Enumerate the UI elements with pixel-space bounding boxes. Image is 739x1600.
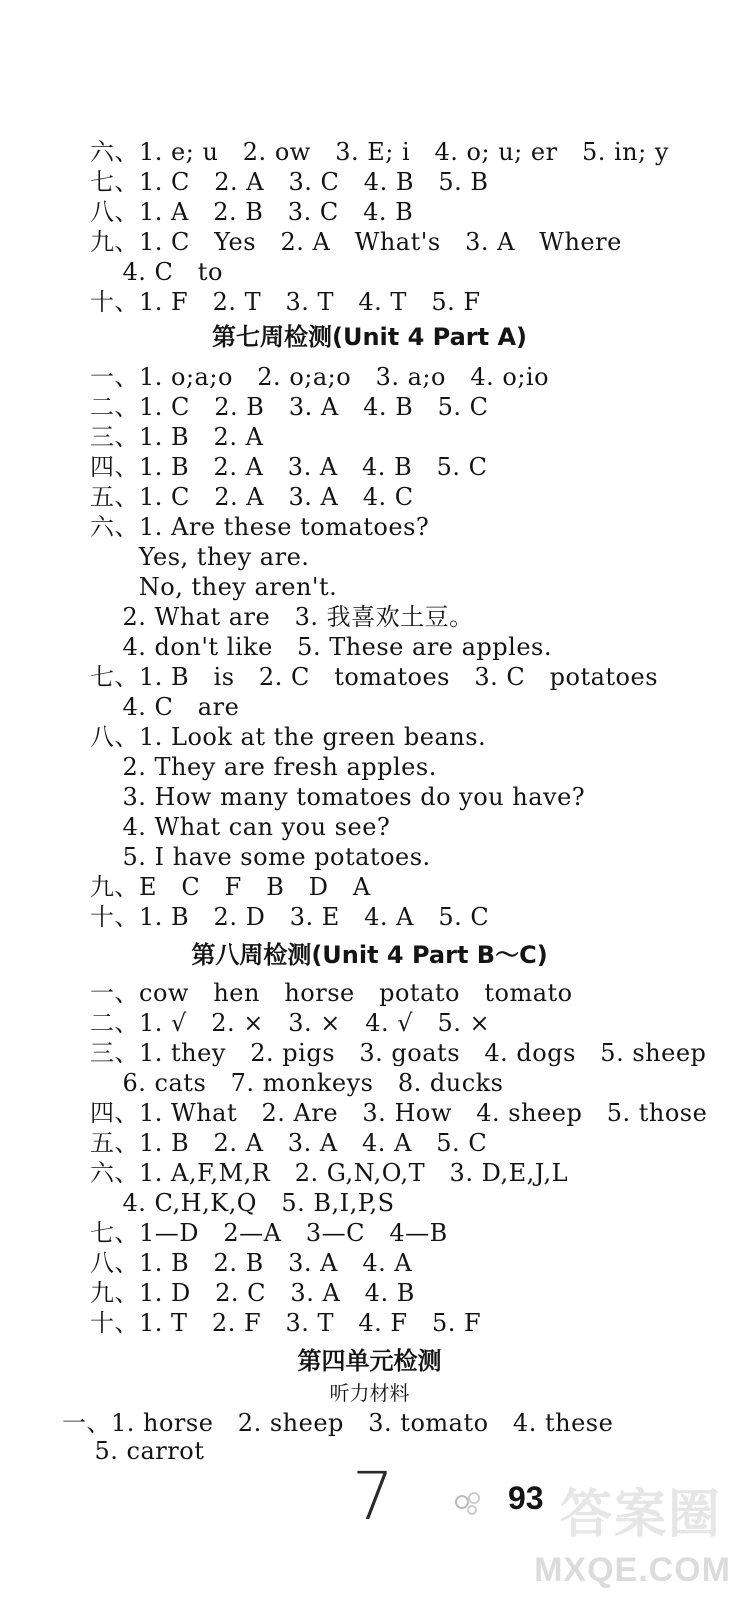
answer-line: 5. I have some potatoes. (90, 843, 431, 871)
page-number: 93 (508, 1480, 544, 1516)
answer-line: 六、1. Are these tomatoes? (90, 513, 430, 541)
answer-line: 3. How many tomatoes do you have? (90, 783, 586, 811)
answer-line: 四、1. What 2. Are 3. How 4. sheep 5. those (90, 1099, 708, 1127)
section-heading-unit4: 第四单元检测 (297, 1347, 442, 1375)
answer-line: 4. What can you see? (90, 813, 391, 841)
answer-line: 4. don't like 5. These are apples. (90, 633, 552, 661)
answer-line: 二、1. √ 2. × 3. × 4. √ 5. × (90, 1009, 491, 1037)
answer-line: 一、1. horse 2. sheep 3. tomato 4. these (62, 1409, 614, 1437)
answer-line: 4. C,H,K,Q 5. B,I,P,S (90, 1189, 395, 1217)
answer-line: 十、1. F 2. T 3. T 4. T 5. F (90, 288, 481, 316)
answer-line: 4. C are (90, 693, 240, 721)
answer-line: 一、cow hen horse potato tomato (90, 979, 573, 1007)
answer-line: 八、1. Look at the green beans. (90, 723, 487, 751)
answer-line: 七、1. C 2. A 3. C 4. B 5. B (90, 168, 489, 196)
answer-line: No, they aren't. (90, 573, 338, 601)
section-heading-week7: 第七周检测(Unit 4 Part A) (212, 323, 527, 351)
answer-line: 六、1. e; u 2. ow 3. E; i 4. o; u; er 5. in; y (90, 138, 669, 166)
answer-line: 八、1. A 2. B 3. C 4. B (90, 198, 414, 226)
answer-line: 五、1. C 2. A 3. A 4. C (90, 483, 414, 511)
answer-line: 一、1. o;a;o 2. o;a;o 3. a;o 4. o;io (90, 363, 550, 391)
watermark-url: MXQE.COM (534, 1551, 731, 1589)
answer-line: Yes, they are. (90, 543, 310, 571)
answer-line: 6. cats 7. monkeys 8. ducks (90, 1069, 504, 1097)
answer-line: 五、1. B 2. A 3. A 4. A 5. C (90, 1129, 488, 1157)
answer-line: 5. carrot (62, 1437, 205, 1465)
answer-line: 七、1—D 2—A 3—C 4—B (90, 1219, 448, 1247)
answer-line: 八、1. B 2. B 3. A 4. A (90, 1249, 413, 1277)
answer-line: 三、1. B 2. A (90, 423, 264, 451)
answer-line: 十、1. B 2. D 3. E 4. A 5. C (90, 903, 490, 931)
answer-line: 4. C to (90, 258, 223, 286)
answer-line: 2. They are fresh apples. (90, 753, 437, 781)
watermark-cn-text: 答案圈 (560, 1485, 723, 1545)
subheading-listening-material: 听力材料 (329, 1381, 410, 1405)
answer-line: 九、1. C Yes 2. A What's 3. A Where (90, 228, 622, 256)
answer-line: 三、1. they 2. pigs 3. goats 4. dogs 5. sheep (90, 1039, 707, 1067)
answer-line: 九、E C F B D A (90, 873, 371, 901)
answer-line: 十、1. T 2. F 3. T 4. F 5. F (90, 1309, 482, 1337)
answer-line: 二、1. C 2. B 3. A 4. B 5. C (90, 393, 489, 421)
section-heading-week8: 第八周检测(Unit 4 Part B～C) (191, 941, 548, 969)
answer-line: 九、1. D 2. C 3. A 4. B (90, 1279, 415, 1307)
handwritten-mark: 7 (352, 1458, 394, 1535)
answer-line: 四、1. B 2. A 3. A 4. B 5. C (90, 453, 488, 481)
answer-line: 六、1. A,F,M,R 2. G,N,O,T 3. D,E,J,L (90, 1159, 569, 1187)
answer-line: 2. What are 3. 我喜欢土豆。 (90, 603, 474, 631)
answer-line: 七、1. B is 2. C tomatoes 3. C potatoes (90, 663, 659, 691)
